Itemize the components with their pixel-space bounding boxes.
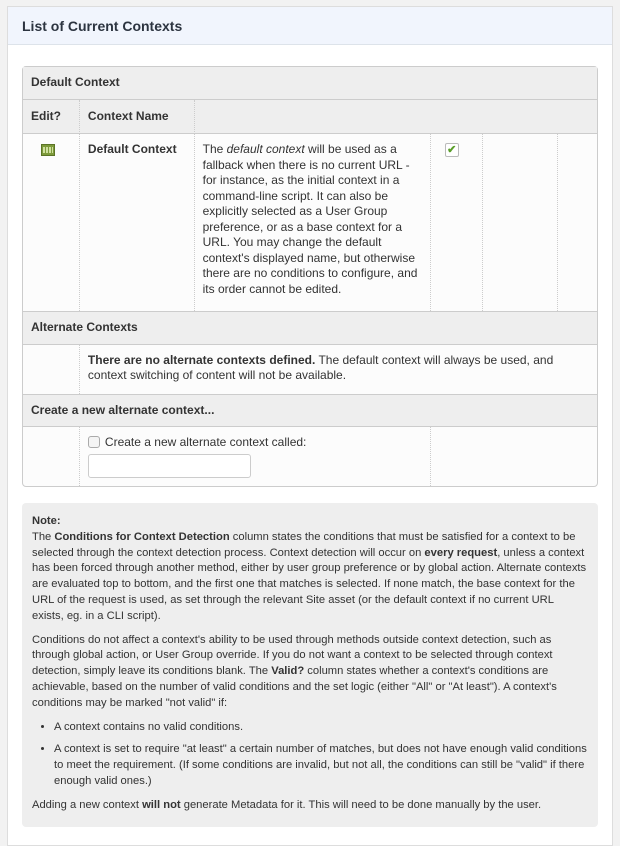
note-paragraph-3: Adding a new context will not generate Metadata for it. This will need to be done manually by the user.: [32, 798, 542, 811]
col-header-name: Context Name: [79, 100, 194, 135]
col-header-edit: Edit?: [23, 100, 79, 135]
section-default-context: Default Context: [23, 67, 597, 100]
note-paragraph-2: Conditions do not affect a context's ability to be used through methods outside context detection, such as through global action, or User Group override. If you do not want a context to be selected through context detection, simply leave its conditions blank. The Valid? column states whether a context's conditions are achievable, based on the number of valid conditions and the set logic (either "All" or "At least"). A context's conditions may be marked "not valid" if:: [32, 633, 557, 709]
note-paragraph-1: The Conditions for Context Detection column states the conditions that must be satisfied for a context to be selected through the context detection process. Context detection will occur on every request, unless a context has been forced through another method, either by user group preference or by global action. Alternate contexts are evaluated top to bottom, and the first one that matches is selected. If none match, the base context for the URL of the request is used, as set through the relevant Site asset (or the default context if no current URL exists, eg. in a CLI script).: [32, 530, 587, 622]
note-title: Note:: [32, 515, 61, 527]
section-create-context: Create a new alternate context...: [23, 394, 597, 428]
new-context-name-input[interactable]: [88, 454, 251, 478]
contexts-panel: [7, 6, 613, 846]
valid-check-icon: ✔: [445, 143, 459, 157]
section-alternate-contexts: Alternate Contexts: [23, 311, 597, 345]
create-context-checkbox[interactable]: [88, 436, 100, 448]
create-context-checkbox-label[interactable]: Create a new alternate context called:: [88, 435, 306, 449]
edit-icon[interactable]: [41, 144, 55, 156]
list-item: • A context contains no valid conditions.: [54, 720, 588, 736]
no-alternate-message: There are no alternate contexts defined. The default context will always be used, and context switching of content will not be available.: [79, 345, 597, 394]
note-box: [22, 503, 598, 827]
col-header-blank: [194, 100, 597, 135]
context-description: The default context will be used as a fallback when there is no current URL - for instance, as the initial context in a command-line script. It can also be explicitly selected as a User Group preference, or as a base context for a URL. You may change the default context's displayed name, but otherwise there are no conditions to configure, and its order cannot be edited.: [194, 134, 430, 311]
note-list: [32, 720, 588, 790]
context-name: Default Context: [79, 134, 194, 311]
table-row-default: [23, 134, 597, 311]
list-item: • A context is set to require "at least" a certain number of matches, but does not have enough valid conditions to meet the requirement. (If some conditions are invalid, but not all, the conditions can still be "valid" if there enough valid ones.): [54, 742, 588, 789]
contexts-table: [22, 66, 598, 487]
panel-title: List of Current Contexts: [8, 7, 612, 45]
